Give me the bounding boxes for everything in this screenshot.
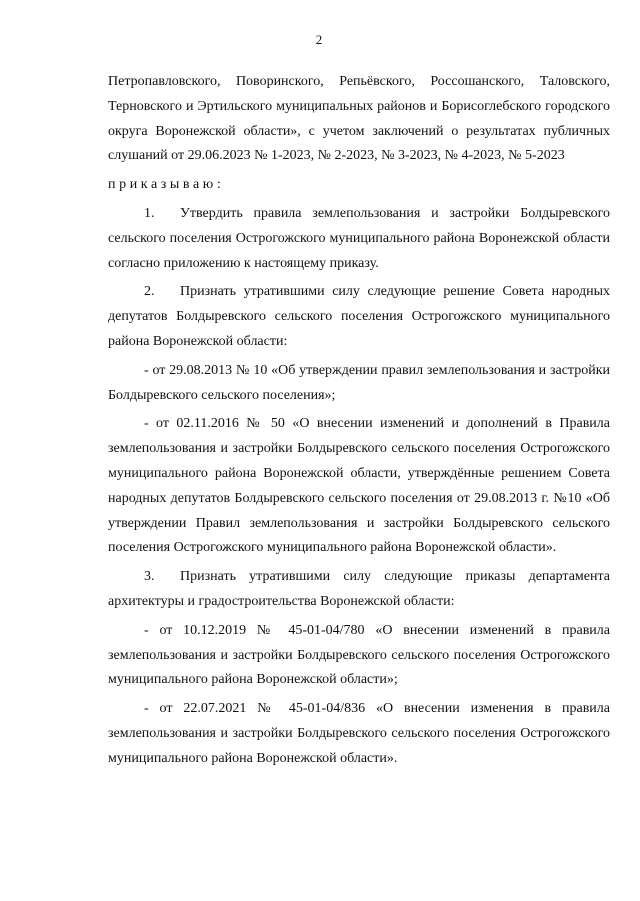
item-2 — [108, 280, 610, 354]
page-number: 2 — [315, 32, 323, 47]
item-2-text: Признать утратившими силу следующие решение Совета народных депутатов Болдыревского сельского поселения Острогожского муниципального района Воронежской области: — [108, 284, 610, 349]
item-3-number: 3. — [144, 569, 155, 585]
intro-paragraph: Петропавловского, Поворинского, Репьёвского, Россошанского, Таловского, Терновского и Эртильского муниципальных районов и Борисоглебского городского округа Воронежской области», с учетом заключений о результатах публичных слушаний от 29.06.2023 № 1-2023, № 2-2023, № 3-2023, № 4-2023, № 5-2023 — [108, 74, 610, 164]
item-1 — [108, 202, 610, 276]
order-word: приказываю: — [108, 177, 225, 193]
item-3-text: Признать утратившими силу следующие приказы департамента архитектуры и градостроительства Воронежской области: — [108, 569, 610, 609]
item-1-number: 1. — [144, 205, 155, 221]
item-2-number: 2. — [144, 284, 155, 300]
document-body — [108, 70, 610, 772]
item-1-text: Утвердить правила землепользования и застройки Болдыревского сельского поселения Острогожского муниципального района Воронежской области согласно приложению к настоящему приказу. — [108, 205, 610, 271]
item-3 — [108, 565, 610, 615]
item-2-subitem-2: - от 02.11.2016 № 50 «О внесении изменений и дополнений в Правила землепользования и застройки Болдыревского сельского поселения Острогожского муниципального района Воронежской области, утверждённые решением Совета народных депутатов Болдыревского сельского поселения от 29.08.2013 г. №10 «Об утверждении Правил землепользования и застройки Болдыревского сельского поселения Острогожского муниципального района Воронежской области». — [108, 416, 610, 556]
item-2-subitem-1: - от 29.08.2013 № 10 «Об утверждении правил землепользования и застройки Болдыревского сельского поселения»; — [108, 362, 610, 403]
item-3-subitem-2: - от 22.07.2021 № 45-01-04/836 «О внесении изменения в правила землепользования и застройки Болдыревского сельского поселения Острогожского муниципального района Воронежской области». — [108, 701, 610, 766]
item-3-subitem-1: - от 10.12.2019 № 45-01-04/780 «О внесении изменений в правила землепользования и застройки Болдыревского сельского поселения Острогожского муниципального района Воронежской области»; — [108, 622, 610, 688]
